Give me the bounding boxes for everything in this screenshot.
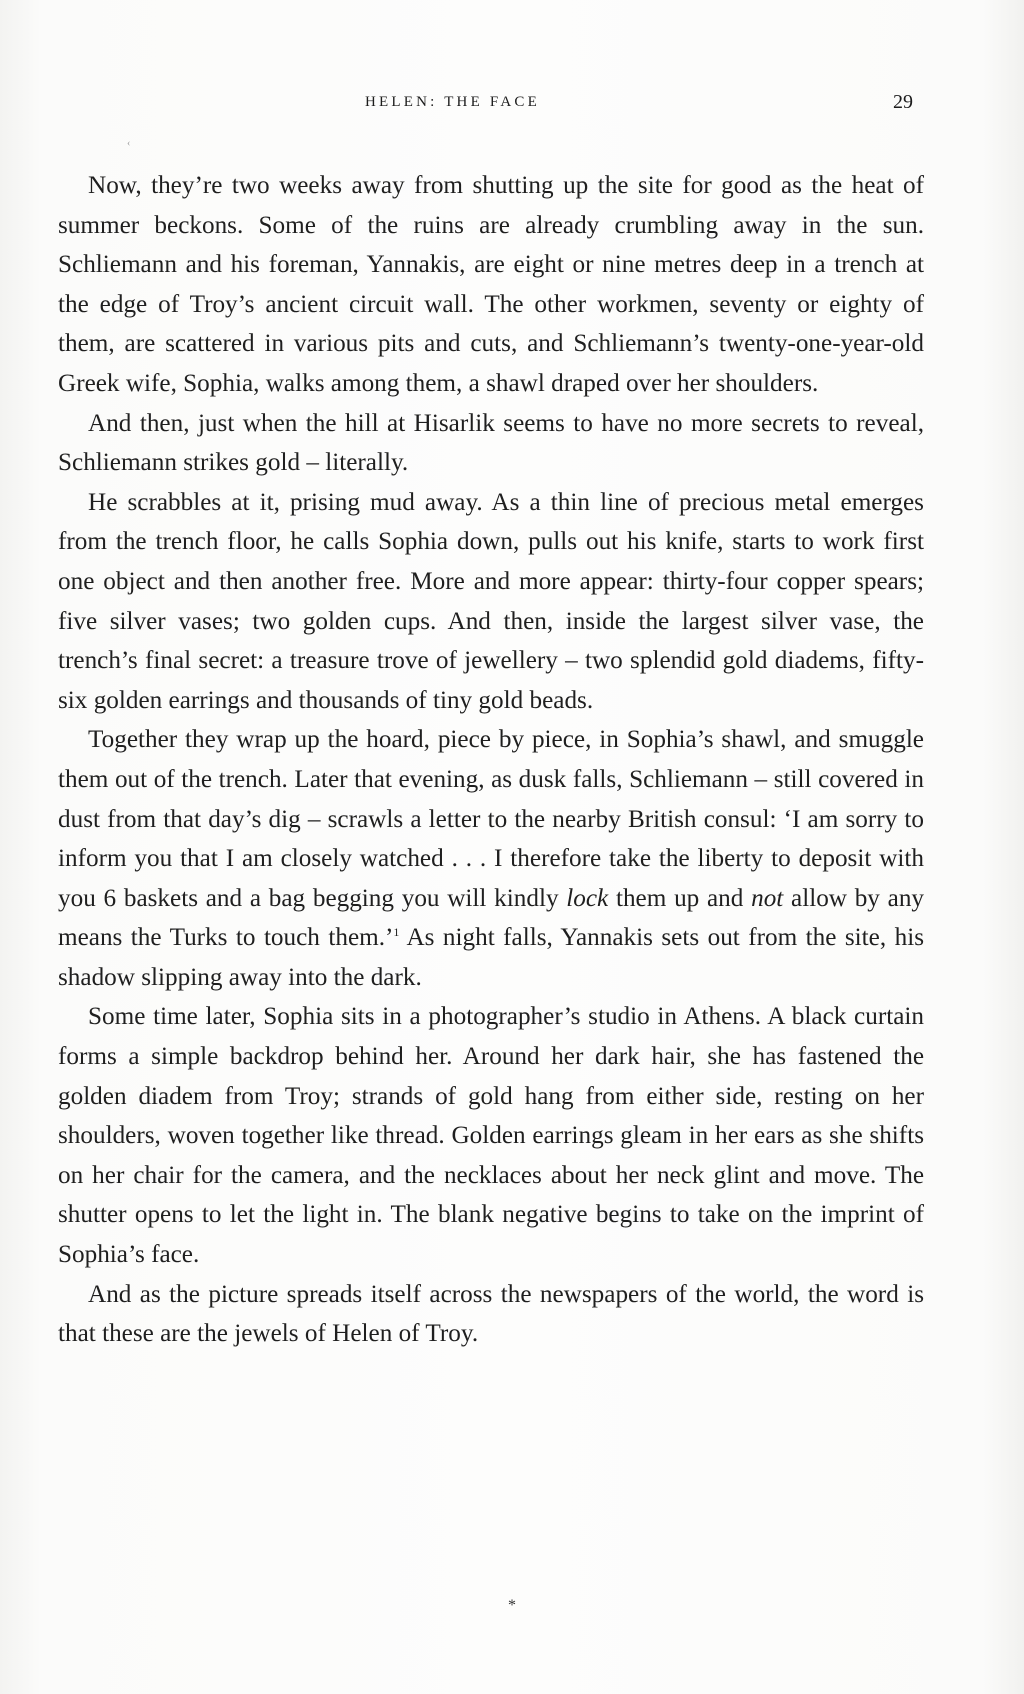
paragraph: [58, 997, 924, 1274]
text-run: Together they wrap up the hoard, piece by piece, in Sophia’s shawl, and smuggle them out of the trench. Later that evening, as dusk falls, Schliemann – still covered in dust from that day’s dig – scrawls a letter to the nearby British consul: ‘I am sorry to inform you that I am closely watched . . . I therefore take the liberty to deposit with you 6 baskets and a bag begging you will kindly: [58, 726, 924, 912]
text-run: And then, just when the hill at Hisarlik seems to have no more secrets to reveal, Schliemann strikes gold – literally.: [58, 409, 924, 477]
scan-artifact: ‹: [127, 138, 131, 149]
text-run: And as the picture spreads itself across the newspapers of the world, the word is that these are the jewels of Helen of Troy.: [58, 1280, 924, 1348]
italic-emphasis: lock: [566, 884, 609, 912]
paragraph: [58, 483, 924, 721]
text-run: As night falls, Yannakis sets out from the site, his shadow slipping away into the dark.: [58, 924, 925, 991]
page-number: 29: [893, 91, 913, 113]
section-break-asterisk: *: [508, 1597, 516, 1614]
paragraph: [58, 720, 924, 997]
paragraph: [58, 166, 924, 404]
text-run: allow by any means the Turks to touch them.’: [58, 884, 925, 952]
text-run: He scrabbles at it, prising mud away. As a thin line of precious metal emerges from the trench floor, he calls Sophia down, pulls out his knife, starts to work first one object and then another free. More and more appear: thirty-four copper spears; five silver vases; two golden cups. And then, inside the largest silver vase, the trench’s final secret: a treasure trove of jewellery – two splendid gold diadems, fifty-six golden earrings and thousands of tiny gold beads.: [58, 488, 924, 714]
paragraph: [58, 1275, 924, 1354]
footnote-reference: 1: [393, 925, 400, 940]
text-run: Some time later, Sophia sits in a photographer’s studio in Athens. A black curtain forms a simple backdrop behind her. Around her dark hair, she has fastened the golden diadem from Troy; strands of gold hang from either side, resting on her shoulders, woven together like thread. Golden earrings gleam in her ears as she shifts on her chair for the camera, and the necklaces about her neck glint and move. The shutter opens to let the light in. The blank negative begins to take on the imprint of Sophia’s face.: [58, 1003, 924, 1269]
paragraph: [58, 404, 924, 483]
running-title: HELEN: THE FACE: [365, 94, 540, 110]
body-text: [58, 166, 924, 1354]
text-run: them up and: [608, 884, 752, 912]
running-head: [0, 91, 1024, 118]
italic-emphasis: not: [751, 884, 784, 912]
text-run: Now, they’re two weeks away from shutting up the site for good as the heat of summer beckons. Some of the ruins are already crumbling away in the sun. Schliemann and his foreman, Yannakis, are eight or nine metres deep in a trench at the edge of Troy’s ancient circuit wall. The other workmen, seventy or eighty of them, are scattered in various pits and cuts, and Schliemann’s twenty-one-year-old Greek wife, Sophia, walks among them, a shawl draped over her shoulders.: [58, 172, 924, 397]
